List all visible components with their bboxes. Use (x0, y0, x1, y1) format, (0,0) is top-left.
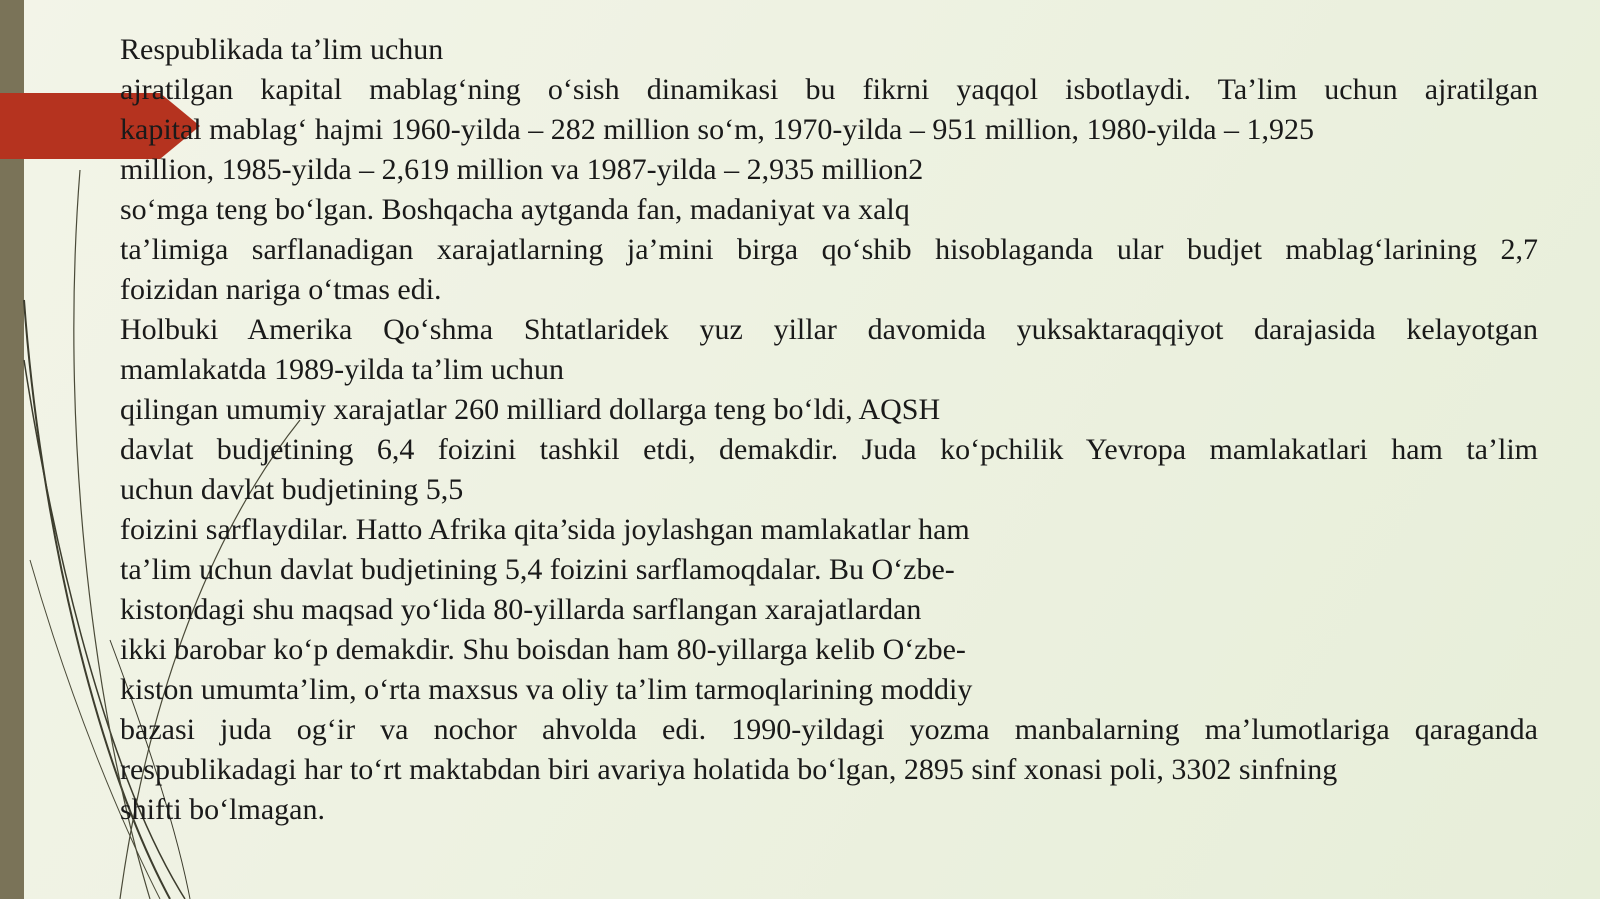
text-line: ajratilgan kapital mablag‘ning o‘sish dinamikasi bu fikrni yaqqol isbotlaydi. Ta’lim uchun ajratilgan (120, 73, 1538, 106)
text-line: kistondagi shu maqsad yo‘lida 80-yillarda sarflangan xarajatlardan (120, 593, 922, 626)
text-line: respublikadagi har to‘rt maktabdan biri avariya holatida bo‘lgan, 2895 sinf xonasi poli, 3302 sinfning (120, 753, 1338, 786)
text-line: ta’lim uchun davlat budjetining 5,4 foizini sarflamoqdalar. Bu O‘zbe- (120, 553, 955, 586)
text-line: so‘mga teng bo‘lgan. Boshqacha aytganda fan, madaniyat va xalq (120, 193, 910, 226)
text-line: million, 1985-yilda – 2,619 million va 1987-yilda – 2,935 million2 (120, 153, 924, 186)
text-line: kapital mablag‘ hajmi 1960-yilda – 282 million so‘m, 1970-yilda – 951 million, 1980-yilda – 1,925 (120, 113, 1315, 146)
text-line: Respublikada ta’lim uchun (120, 33, 444, 66)
text-line: foizidan nariga o‘tmas edi. (120, 273, 442, 306)
text-line: shifti bo‘lmagan. (120, 793, 325, 826)
text-line: davlat budjetining 6,4 foizini tashkil etdi, demakdir. Juda ko‘pchilik Yevropa mamlakatlari ham ta’lim (120, 433, 1538, 466)
text-line: mamlakatda 1989-yilda ta’lim uchun (120, 353, 565, 386)
text-line: qilingan umumiy xarajatlar 260 milliard dollarga teng bo‘ldi, AQSH (120, 393, 941, 426)
text-line: ikki barobar ko‘p demakdir. Shu boisdan ham 80-yillarga kelib O‘zbe- (120, 633, 966, 666)
text-line: Holbuki Amerika Qo‘shma Shtatlaridek yuz yillar davomida yuksaktaraqqiyot darajasida kelayotgan (120, 313, 1538, 346)
text-line: kiston umumta’lim, o‘rta maxsus va oliy ta’lim tarmoqlarining moddiy (120, 673, 973, 706)
text-line: foizini sarflaydilar. Hatto Afrika qita’sida joylashgan mamlakatlar ham (120, 513, 970, 546)
slide-text (120, 30, 1538, 830)
text-line: bazasi juda og‘ir va nochor ahvolda edi. 1990-yildagi yozma manbalarning ma’lumotlariga qaraganda (120, 713, 1538, 746)
text-line: ta’limiga sarflanadigan xarajatlarning ja’mini birga qo‘shib hisoblaganda ular budjet mablag‘larining 2,7 (120, 233, 1538, 266)
text-line: uchun davlat budjetining 5,5 (120, 473, 464, 506)
